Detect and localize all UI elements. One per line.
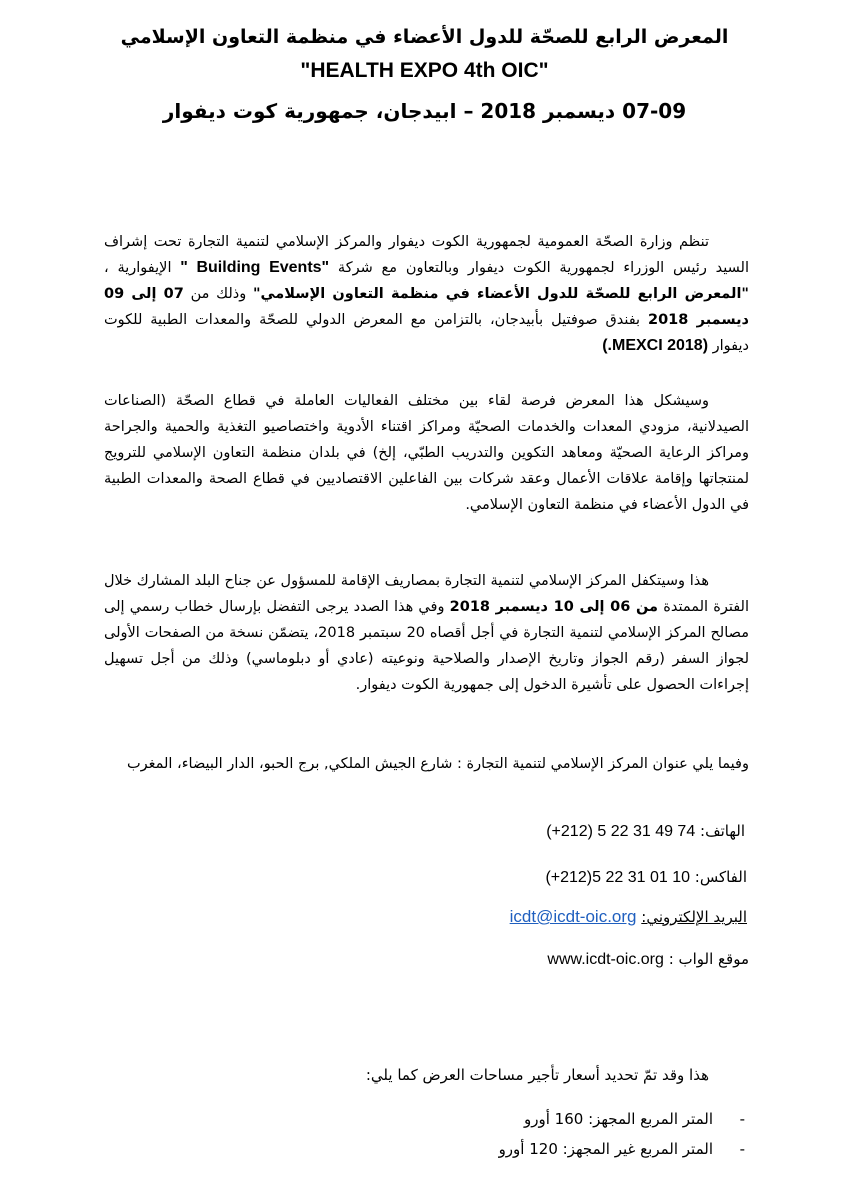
fax-line: [545, 866, 747, 889]
website-line: [547, 948, 749, 971]
event-date-place: 07-09 ديسمبر 2018 – ابيدجان، جمهورية كوت ديفوار: [162, 99, 687, 123]
mexci-name: (.MEXCI 2018): [602, 337, 709, 354]
fax-number: (+212)5 22 31 01 10: [545, 869, 690, 886]
phone-line: [546, 820, 745, 843]
opportunity-paragraph: وسيشكل هذا المعرض فرصة لقاء بين مختلف الفعاليات العاملة في قطاع الصحّة (الصناعات الصيدلانية، مزودي المعدات والخدمات الصحيّة ومراكز اقتناء الأدوية واختصاصيو التغذية والحمية والجراحة ومراكز الرعاية الصحيّة ومعاهد التكوين والتدريب الطبّي، إلخ) في بلدان منظمة التعاون الإسلامي للترويج لمنتجاتها وإقامة علاقات الأعمال وعقد شركات بين الفاعلين الاقتصاديين في قطاع الصحة والمعدات الطبية في الدول الأعضاء في منظمة التعاون الإسلامي.: [104, 393, 749, 513]
accommodation-dates: من 06 إلى 10 ديسمبر 2018: [449, 599, 659, 615]
email-label: البريد الإلكتروني:: [641, 908, 747, 926]
phone-number: (+212) 5 22 31 49 74: [546, 823, 696, 840]
expo-name: "المعرض الرابع للصحّة للدول الأعضاء في منظمة التعاون الإسلامي": [253, 286, 749, 302]
expo-dates: 07 إلى 09 ديسمبر 2018: [104, 286, 749, 328]
email-link[interactable]: icdt@icdt-oic.org: [509, 907, 637, 926]
website-label: موقع الواب :: [668, 950, 749, 968]
intro-paragraph: تنظم وزارة الصحّة العمومية لجمهورية الكوت ديفوار والمركز الإسلامي لتنمية التجارة تحت إشراف السيد رئيس الوزراء لجمهورية الكوت ديفوار وبالتعاون مع شركة " Building Events" الإيفوارية ، "المعرض الرابع للصحّة للدول الأعضاء في منظمة التعاون الإسلامي" وذلك من 07 إلى 09 ديسمبر 2018 بفندق صوفتيل بأبيدجان، بالتزامن مع المعرض الدولي للصحّة والمعدات الطبية للكوت ديفوار (.MEXCI 2018): [104, 234, 749, 354]
website-url: www.icdt-oic.org: [547, 951, 664, 968]
email-line: [510, 906, 747, 928]
address-paragraph: وفيما يلي عنوان المركز الإسلامي لتنمية التجارة : شارع الجيش الملكي, برج الحبو، الدار البيضاء، المغرب: [126, 756, 749, 772]
pricing-intro: هذا وقد تمّ تحديد أسعار تأجير مساحات العرض كما يلي:: [365, 1066, 709, 1084]
document-title-english: "HEALTH EXPO 4th OIC": [300, 59, 549, 82]
list-item: - المتر المربع غير المجهز: 120 أورو: [498, 1140, 745, 1158]
company-name: " Building Events": [180, 259, 330, 276]
list-item: - المتر المربع المجهز: 160 أورو: [523, 1110, 745, 1128]
fax-label: الفاكس:: [694, 868, 747, 886]
pricing-list: [499, 1104, 745, 1164]
phone-label: الهاتف:: [700, 822, 745, 840]
document-title-arabic: المعرض الرابع للصحّة للدول الأعضاء في منظمة التعاون الإسلامي: [120, 26, 729, 48]
accommodation-paragraph: هذا وسيتكفل المركز الإسلامي لتنمية التجارة بمصاريف الإقامة للمسؤول عن جناح البلد المشارك خلال الفترة الممتدة من 06 إلى 10 ديسمبر 2018 وفي هذا الصدد يرجى التفضل بإرسال خطاب رسمي إلى مصالح المركز الإسلامي لتنمية التجارة في أجل أقصاه 20 سبتمبر 2018، يتضمّن نسخة من الصفحات الأولى لجواز السفر (رقم الجواز وتاريخ الإصدار والصلاحية ونوعيته (عادي أو دبلوماسي) وذلك من أجل تسهيل إجراءات الحصول على تأشيرة الدخول إلى جمهورية الكوت ديفوار.: [104, 573, 749, 693]
